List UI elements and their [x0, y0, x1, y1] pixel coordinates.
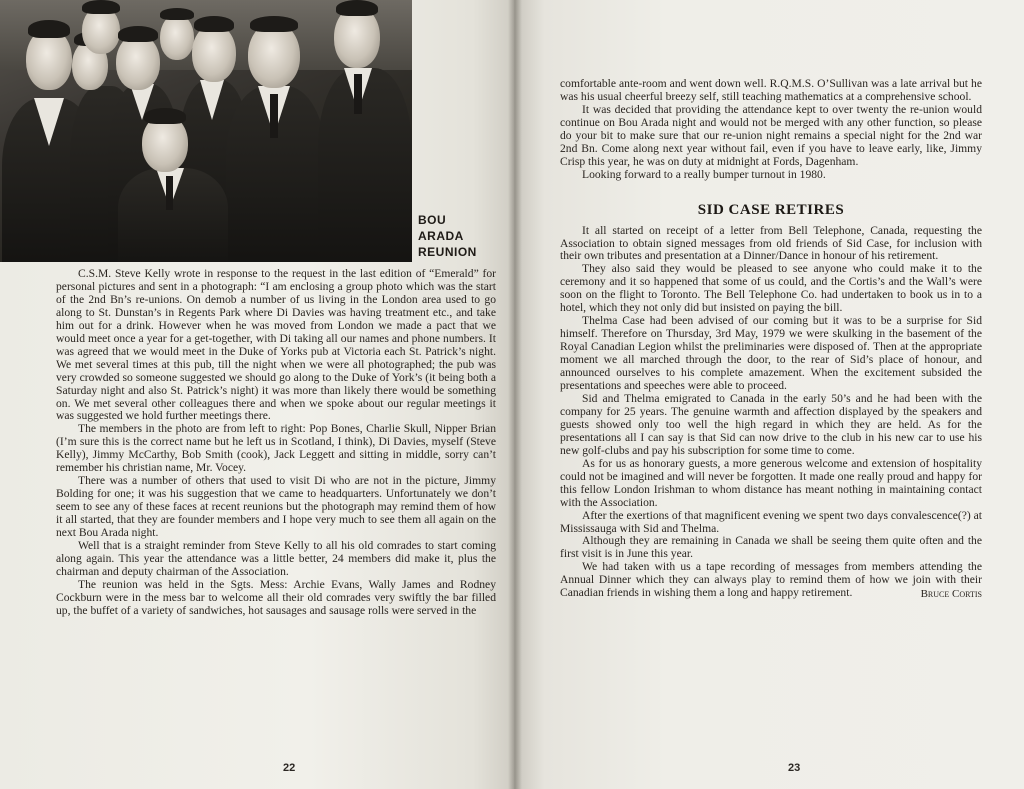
right-article-body — [560, 78, 982, 601]
paragraph: They also said they would be pleased to see anyone who could make it to the ceremony and it so happened that some of us could, and the Cortis’s and the Wall’s were soon on the flight to Toronto. The Bell Telephone Co. had undertaken to book us in to a hotel, which they not only did but insisted on paying the bill. — [560, 262, 982, 315]
author-signature: Bruce Cortis — [920, 588, 982, 601]
paragraph: Well that is a straight reminder from Steve Kelly to all his old comrades to start coming along again. This year the attendance was a little better, 24 members did make it, plus the chairman and deputy chairman of the Association. — [56, 539, 496, 578]
caption-line: ARADA — [418, 229, 464, 243]
left-article-body — [56, 268, 496, 618]
paragraph: It all started on receipt of a letter from Bell Telephone, Canada, requesting the Association to obtain signed messages from old friends of Sid Case, for inclusion with their own tributes and presentation at a Dinner/Dance in honour of his retirement. — [560, 223, 982, 263]
paragraph: It was decided that providing the attendance kept to over twenty the re-union would continue on Bou Arada night and would not be merged with any other function, so please do your bit to make sure that our re-union night remains a special night for the 2nd war 2nd Bn. Come along next year without fail, even if you have to leave early, like, Jimmy Crisp this year, he was on duty at midnight at Fords, Dagenham. — [560, 102, 982, 168]
caption-line: BOU — [418, 213, 447, 227]
paragraph: Looking forward to a really bumper turnout in 1980. — [582, 167, 826, 181]
reunion-group-photo — [0, 0, 412, 262]
paragraph: Sid and Thelma emigrated to Canada in the early 50’s and he had been with the company for 25 years. The genuine warmth and affection displayed by the speakers and guests showed only too well the high regard in which they are held. As for the presentations all I can say is that Sid can now drive to the club in his new car to use his new golf-clubs and pay his subscription for some time to come. — [560, 391, 982, 457]
paragraph: comfortable ante-room and went down well. R.Q.M.S. O’Sullivan was a late arrival but he was his usual cheerful breezy self, still teaching mathematics at a comprehensive school. — [560, 77, 982, 103]
page-number: 22 — [283, 762, 296, 774]
caption-line: REUNION — [418, 245, 477, 259]
paragraph: The reunion was held in the Sgts. Mess: Archie Evans, Wally James and Rodney Cockburn were in the mess bar to welcome all their old comrades very swiftly the bar filled up, the buffet of a variety of sandwiches, hot sausages and sausage rolls were served in the — [56, 577, 496, 617]
photo-caption — [418, 212, 508, 260]
paragraph: After the exertions of that magnificent evening we spent two days convalescence(?) at Mississauga with Sid and Thelma. — [560, 508, 982, 535]
paragraph: As for us as honorary guests, a more generous welcome and extension of hospitality could not be imagined and will never be forgotten. It made one really proud and happy for this fellow London Irishman to whom distance has meant nothing in maintaining contact with the Association. — [560, 456, 982, 509]
paragraph: C.S.M. Steve Kelly wrote in response to the request in the last edition of “Emerald” for personal pictures and sent in a photograph: “I am enclosing a group photo which was the start of the 2nd Bn’s re-unions. On demob a number of us living in the London area used to go along to St. Dunstan’s in Regents Park where Di Davies was having treatment etc., and take him out for a drink. However when he was moved from London we made a pact that we would meet once a year for a get-together, with Di taking all our names and phone numbers. It was agreed that we would meet in the Duke of Yorks pub at Victoria each St. Patrick’s night. We met several times at this pub, till the night when we were all photographed; the pub was very crowded so someone suggested we should go along to the Duke of York’s (it being both a Saturday night and also St. Patrick’s night) it was more than likely there would be something on. We met several other colleagues there and when we spoke about our regular meetings it was suggested we hold further meetings there. — [56, 267, 496, 423]
page-number: 23 — [788, 762, 801, 774]
book-gutter — [508, 0, 522, 789]
paragraph: There was a number of others that used to visit Di who are not in the picture, Jimmy Bolding for one; it was his suggestion that we came to headquarters. Unfortunately we don’t seem to see any of these faces at recent reunions but the photograph may remind them of how it all started, that they are founder members and I hope very much to see them all again on the next Bou Arada night. — [56, 474, 496, 540]
article-heading: SID CASE RETIRES — [697, 201, 845, 218]
paragraph: The members in the photo are from left to right: Pop Bones, Charlie Skull, Nipper Brian (I’m sure this is the correct name but he left us in Scotland, I think), Di Davies, myself (Steve Kelly), Jimmy McCarthy, Bob Smith (cook), Jack Leggett and sitting in middle, sorry can’t remember his christian name, Mr. Vocey. — [56, 422, 496, 475]
paragraph: Thelma Case had been advised of our coming but it was to be a surprise for Sid himself. Therefore on Thursday, 3rd May, 1979 we were skulking in the basement of the Royal Canadian Legion whilst the preliminaries were disposed of. Then at the appropriate moment we all marched through the door, to the rear of Sid’s place of honour, and announced ourselves to his complete amazement. When the excitement subsided the presentations and speeches were able to proceed. — [560, 314, 982, 393]
paragraph: Although they are remaining in Canada we shall be seeing them quite often and the first visit is in June this year. — [560, 534, 982, 561]
paragraph: We had taken with us a tape recording of messages from members attending the Annual Dinner which they can always play to remind them of how we join with their Canadian friends in wishing them a long and happy retirement. — [560, 560, 982, 600]
